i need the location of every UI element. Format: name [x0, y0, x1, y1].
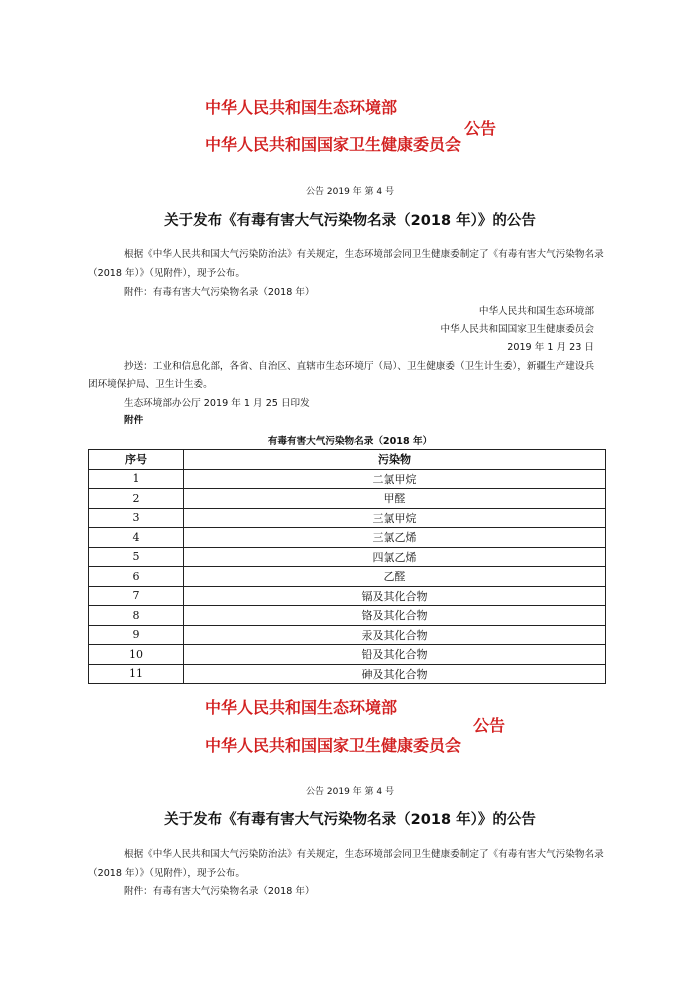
table-row [89, 567, 606, 587]
document-number: 公告 2019 年 第 4 号 [306, 787, 394, 797]
body-paragraph-line: 根据《中华人民共和国大气污染防治法》有关规定，生态环境部会同卫生健康委制定了《有毒有害大气污染物名录 [124, 849, 604, 860]
document-number: 公告 2019 年 第 4 号 [306, 187, 394, 197]
column-header-number: 序号 [89, 450, 184, 470]
table-row [89, 489, 606, 509]
row-number: 6 [89, 567, 184, 587]
table-row [89, 664, 606, 684]
header-org-health-commission: 中华人民共和国国家卫生健康委员会 [205, 135, 462, 154]
attachment-line: 附件：有毒有害大气污染物名录（2018 年） [124, 287, 315, 298]
printed-by-line: 生态环境部办公厅 2019 年 1 月 25 日印发 [124, 398, 310, 409]
pollutant-table [88, 449, 606, 684]
signature-org-commission: 中华人民共和国国家卫生健康委员会 [440, 324, 594, 335]
signature-org-ministry: 中华人民共和国生态环境部 [478, 306, 594, 317]
table-row [89, 606, 606, 626]
row-number: 10 [89, 645, 184, 665]
pollutant-name: 镉及其化合物 [184, 586, 606, 606]
row-number: 1 [89, 469, 184, 489]
table-header-row [89, 450, 606, 470]
page-title: 关于发布《有毒有害大气污染物名录（2018 年）》的公告 [164, 213, 536, 229]
pollutant-name: 三氯乙烯 [184, 528, 606, 548]
cc-line: 抄送：工业和信息化部，各省、自治区、直辖市生态环境厅（局）、卫生健康委（卫生计生委），新疆生产建设兵 [124, 361, 595, 372]
pollutant-name: 二氯甲烷 [184, 469, 606, 489]
header-org-ministry-environment: 中华人民共和国生态环境部 [205, 98, 398, 117]
signature-date: 2019 年 1 月 23 日 [507, 342, 594, 353]
row-number: 2 [89, 489, 184, 509]
pollutant-name: 砷及其化合物 [184, 664, 606, 684]
row-number: 11 [89, 664, 184, 684]
row-number: 7 [89, 586, 184, 606]
cc-line: 团环境保护局、卫生计生委。 [88, 379, 213, 390]
pollutant-name: 铅及其化合物 [184, 645, 606, 665]
body-paragraph-line: （2018 年）》（见附件），现予公布。 [88, 868, 245, 879]
header-org-ministry-environment: 中华人民共和国生态环境部 [205, 698, 398, 717]
row-number: 8 [89, 606, 184, 626]
table-row [89, 645, 606, 665]
table-row [89, 625, 606, 645]
table-row [89, 586, 606, 606]
body-paragraph-line: 根据《中华人民共和国大气污染防治法》有关规定，生态环境部会同卫生健康委制定了《有毒有害大气污染物名录 [124, 249, 604, 260]
pollutant-name: 四氯乙烯 [184, 547, 606, 567]
row-number: 4 [89, 528, 184, 548]
row-number: 3 [89, 508, 184, 528]
body-paragraph-line: （2018 年）》（见附件），现予公布。 [88, 268, 245, 279]
pollutant-name: 甲醛 [184, 489, 606, 509]
header-announcement-label: 公告 [464, 119, 497, 138]
header-announcement-label: 公告 [473, 716, 506, 735]
table-row [89, 528, 606, 548]
pollutant-name: 乙醛 [184, 567, 606, 587]
attachment-line: 附件：有毒有害大气污染物名录（2018 年） [124, 886, 315, 897]
table-row [89, 547, 606, 567]
row-number: 9 [89, 625, 184, 645]
column-header-pollutant: 污染物 [184, 450, 606, 470]
pollutant-name: 三氯甲烷 [184, 508, 606, 528]
table-row [89, 508, 606, 528]
row-number: 5 [89, 547, 184, 567]
header-org-health-commission: 中华人民共和国国家卫生健康委员会 [205, 736, 462, 755]
annex-label: 附件 [124, 415, 144, 426]
annex-table-title: 有毒有害大气污染物名录（2018 年） [267, 436, 433, 447]
page-title: 关于发布《有毒有害大气污染物名录（2018 年）》的公告 [164, 812, 536, 828]
pollutant-name: 汞及其化合物 [184, 625, 606, 645]
pollutant-name: 铬及其化合物 [184, 606, 606, 626]
table-row [89, 469, 606, 489]
